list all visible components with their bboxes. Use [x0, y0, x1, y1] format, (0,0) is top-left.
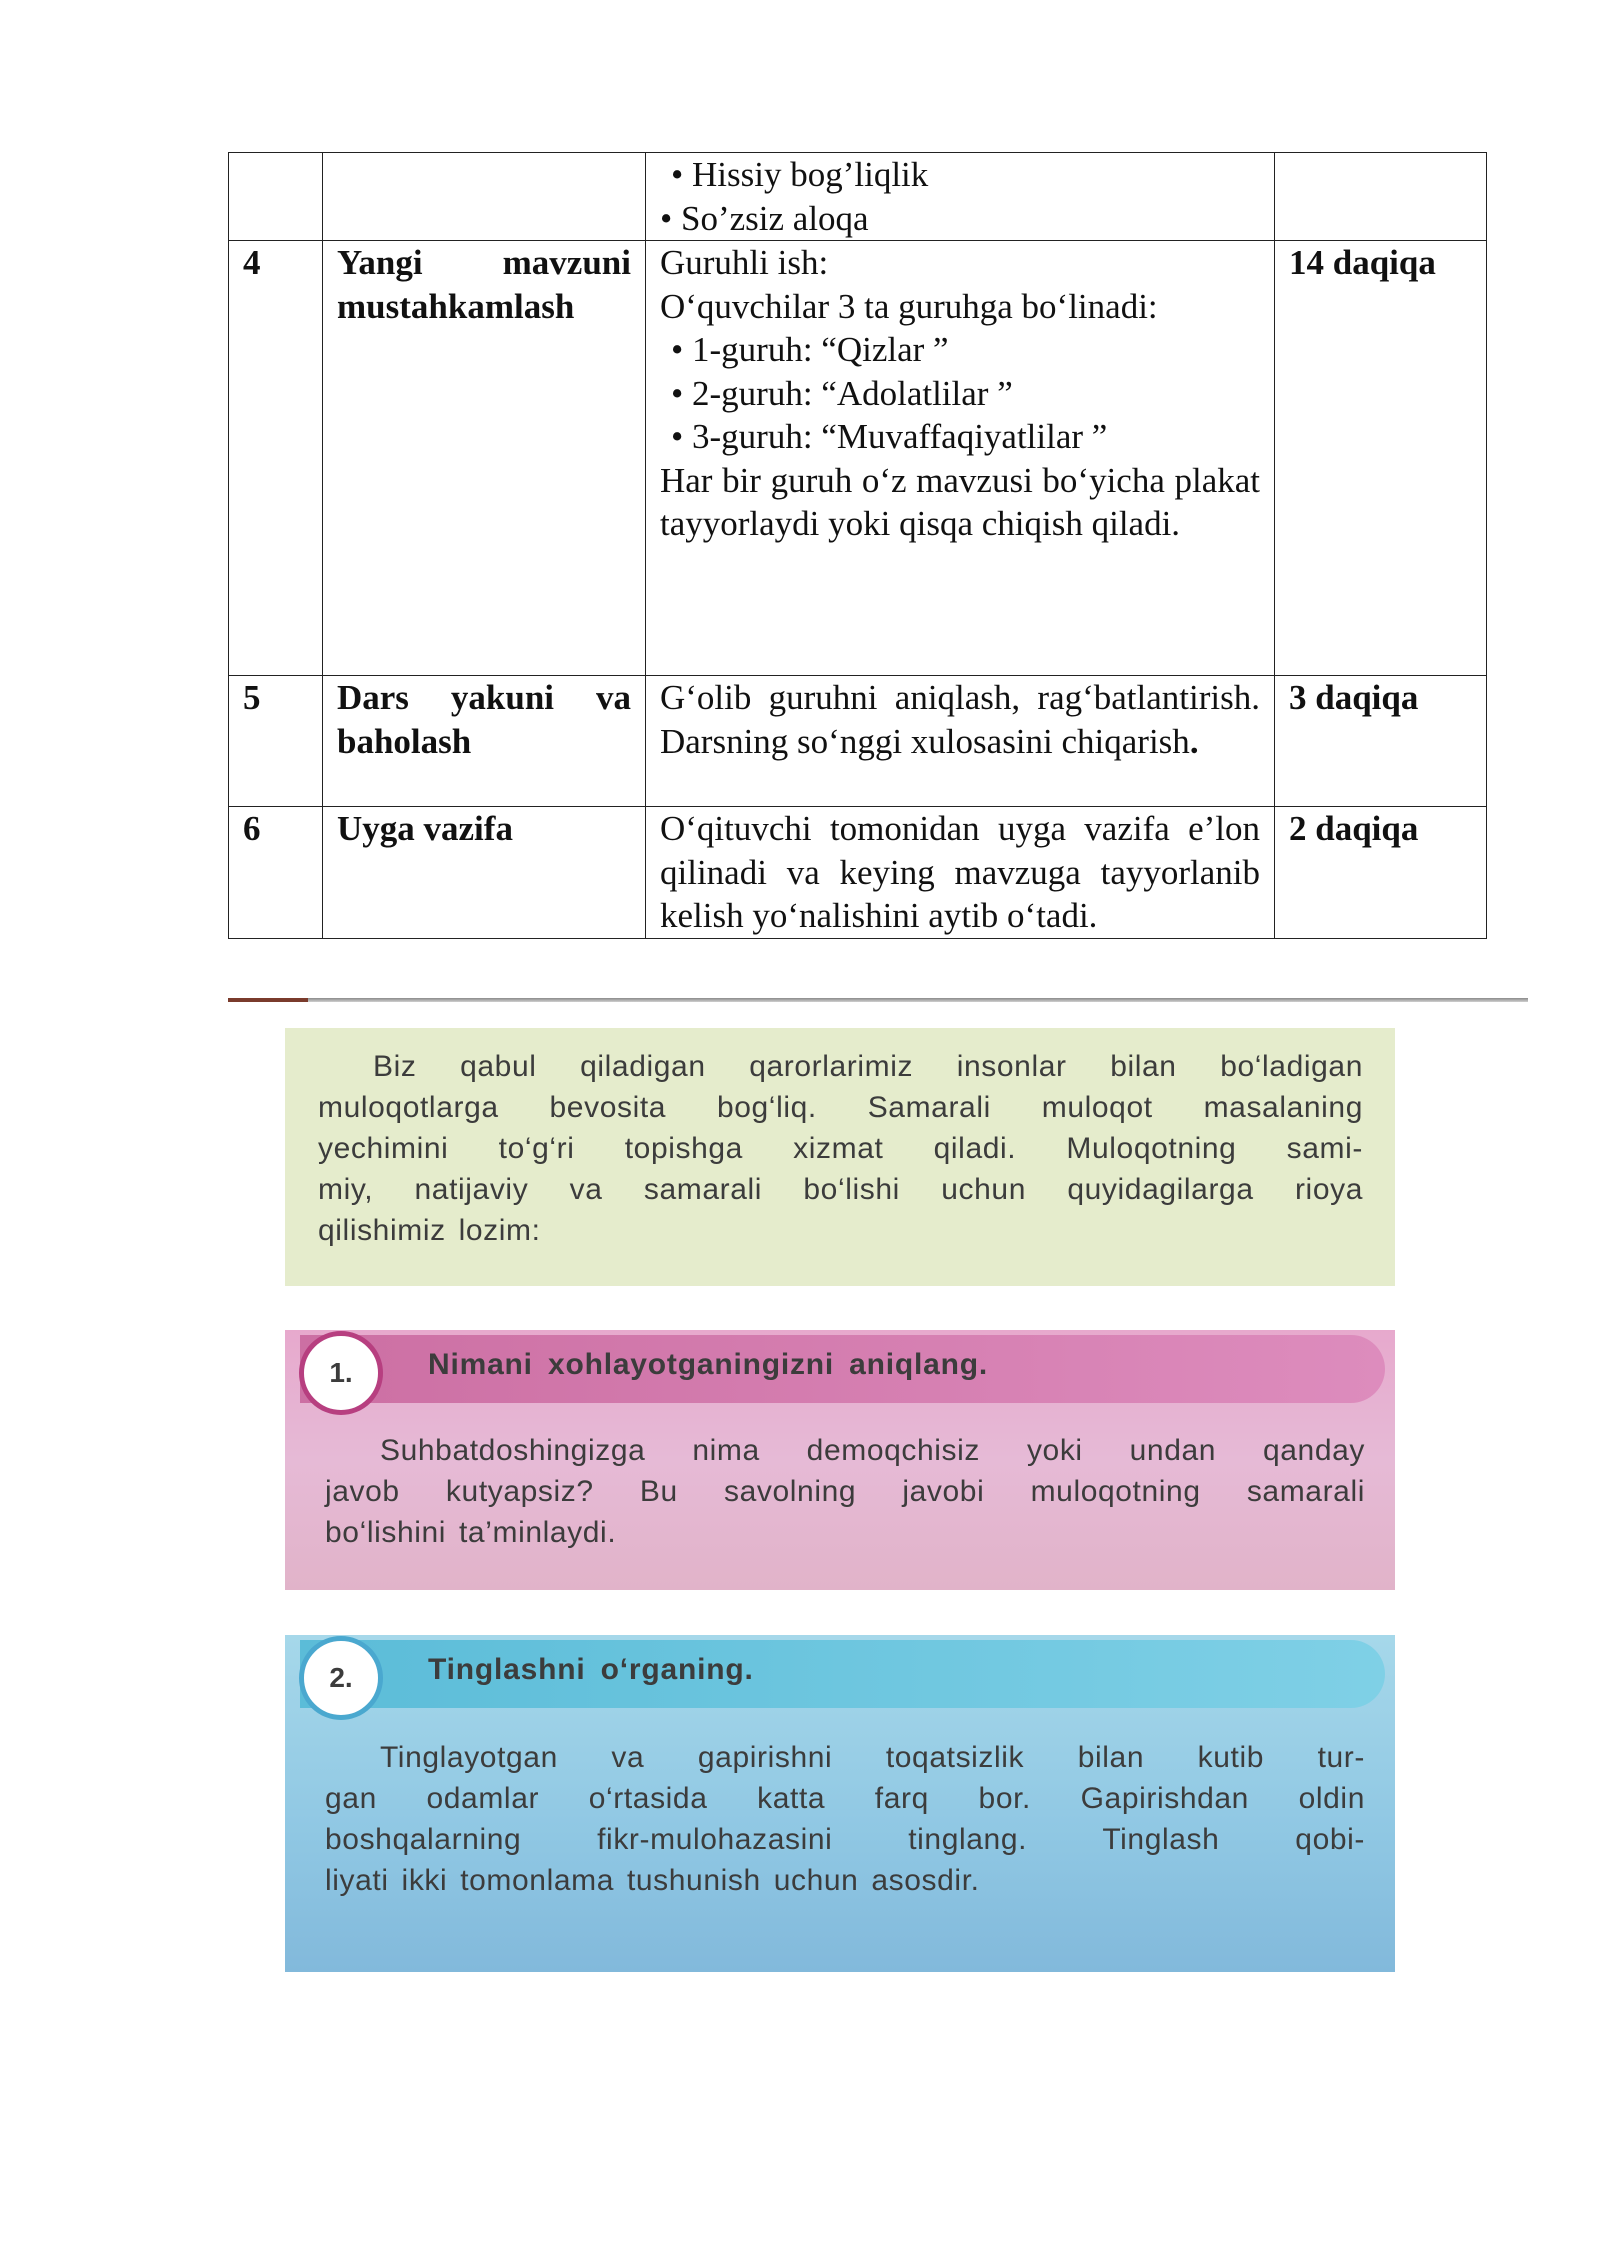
duration: 3 daqiqa — [1275, 676, 1487, 807]
tip-title: Tinglashni o‘rganing. — [428, 1653, 754, 1686]
table-cell — [229, 153, 323, 241]
textbook-excerpt — [228, 998, 1528, 1998]
table-cell — [323, 241, 646, 676]
tip-line: gan odamlar o‘rtasida katta farq bor. Gapirishdan oldin — [325, 1782, 1365, 1815]
content-line: O‘quvchilar 3 ta guruhga bo‘linadi: — [660, 286, 1158, 326]
tip-title: Nimani xohlayotganingizni aniqlang. — [428, 1348, 989, 1381]
duration: 2 daqiqa — [1275, 807, 1487, 939]
intro-line: qilishimiz lozim: — [318, 1214, 541, 1247]
tip-box-2 — [285, 1635, 1395, 1972]
table-cell — [646, 153, 1275, 241]
stage-title: Uyga vazifa — [323, 807, 646, 939]
tip-paragraph — [325, 1737, 1365, 1901]
table-cell — [323, 153, 646, 241]
intro-line: yechimini to‘g‘ri topishga xizmat qiladi. Muloqotning sami- — [318, 1132, 1363, 1165]
tip-banner — [300, 1335, 1385, 1403]
content-period: . — [1189, 721, 1199, 761]
table-row — [229, 807, 1487, 939]
bullet-item: • 1-guruh: “Qizlar ” — [671, 330, 949, 369]
content-line: Guruhli ish: — [660, 243, 829, 282]
duration: 14 daqiqa — [1275, 241, 1487, 676]
intro-box — [285, 1028, 1395, 1286]
tip-number-badge: 1. — [299, 1331, 383, 1415]
bullet-item: • 3-guruh: “Muvaffaqiyatlilar ” — [671, 417, 1108, 456]
tip-line: javob kutyapsiz? Bu savolning javobi muloqotning samarali — [325, 1475, 1365, 1508]
table-row — [229, 676, 1487, 807]
tip-line: Tinglayotgan va gapirishni toqatsizlik bilan kutib tur- — [380, 1741, 1365, 1774]
tip-paragraph — [325, 1430, 1365, 1553]
table-cell — [1275, 153, 1487, 241]
table-cell — [646, 676, 1275, 807]
table-row — [229, 241, 1487, 676]
intro-paragraph — [318, 1046, 1363, 1251]
tip-box-1 — [285, 1330, 1395, 1590]
table-row — [229, 153, 1487, 241]
tip-line: Suhbatdoshingizga nima demoqchisiz yoki undan qanday — [380, 1434, 1365, 1467]
tip-banner — [300, 1640, 1385, 1708]
tip-number-badge: 2. — [299, 1636, 383, 1720]
intro-line: muloqotlarga bevosita bog‘liq. Samarali muloqot masalaning — [318, 1091, 1363, 1124]
stage-title: Dars yakuni va baholash — [323, 676, 646, 807]
bullet-item: • 2-guruh: “Adolatlilar ” — [671, 373, 1013, 413]
tip-line: liyati ikki tomonlama tushunish uchun asosdir. — [325, 1864, 980, 1897]
intro-line: Biz qabul qiladigan qarorlarimiz insonlar bilan bo‘ladigan — [373, 1050, 1363, 1083]
row-number: 6 — [229, 807, 323, 939]
stage-title: Yangi mavzuni mustahkamlash — [337, 243, 631, 326]
content-paragraph: Har bir guruh o‘z mavzusi bo‘yicha plakat tayyorlaydi yoki qisqa chiqish qiladi. — [660, 460, 1260, 543]
bullet-item: • Hissiy bog’liqlik — [671, 155, 929, 194]
row-number: 5 — [229, 676, 323, 807]
bullet-item: • So’zsiz aloqa — [660, 198, 869, 238]
scan-top-rule — [228, 998, 1528, 1002]
content-paragraph: O‘qituvchi tomonidan uyga vazifa e’lon qilinadi va keying mavzuga tayyorlanib kelish yo‘nalishini aytib o‘tadi. — [646, 807, 1275, 939]
row-number: 4 — [229, 241, 323, 676]
table-cell — [646, 241, 1275, 676]
content-paragraph: G‘olib guruhni aniqlash, rag‘batlantirish. Darsning so‘nggi xulosasini chiqarish — [660, 678, 1260, 761]
tip-line: boshqalarning fikr-mulohazasini tinglang. Tinglash qobi- — [325, 1823, 1365, 1856]
tip-line: bo‘lishini ta’minlaydi. — [325, 1516, 617, 1549]
lesson-plan-table — [228, 152, 1487, 939]
intro-line: miy, natijaviy va samarali bo‘lishi uchun quyidagilarga rioya — [318, 1173, 1363, 1206]
